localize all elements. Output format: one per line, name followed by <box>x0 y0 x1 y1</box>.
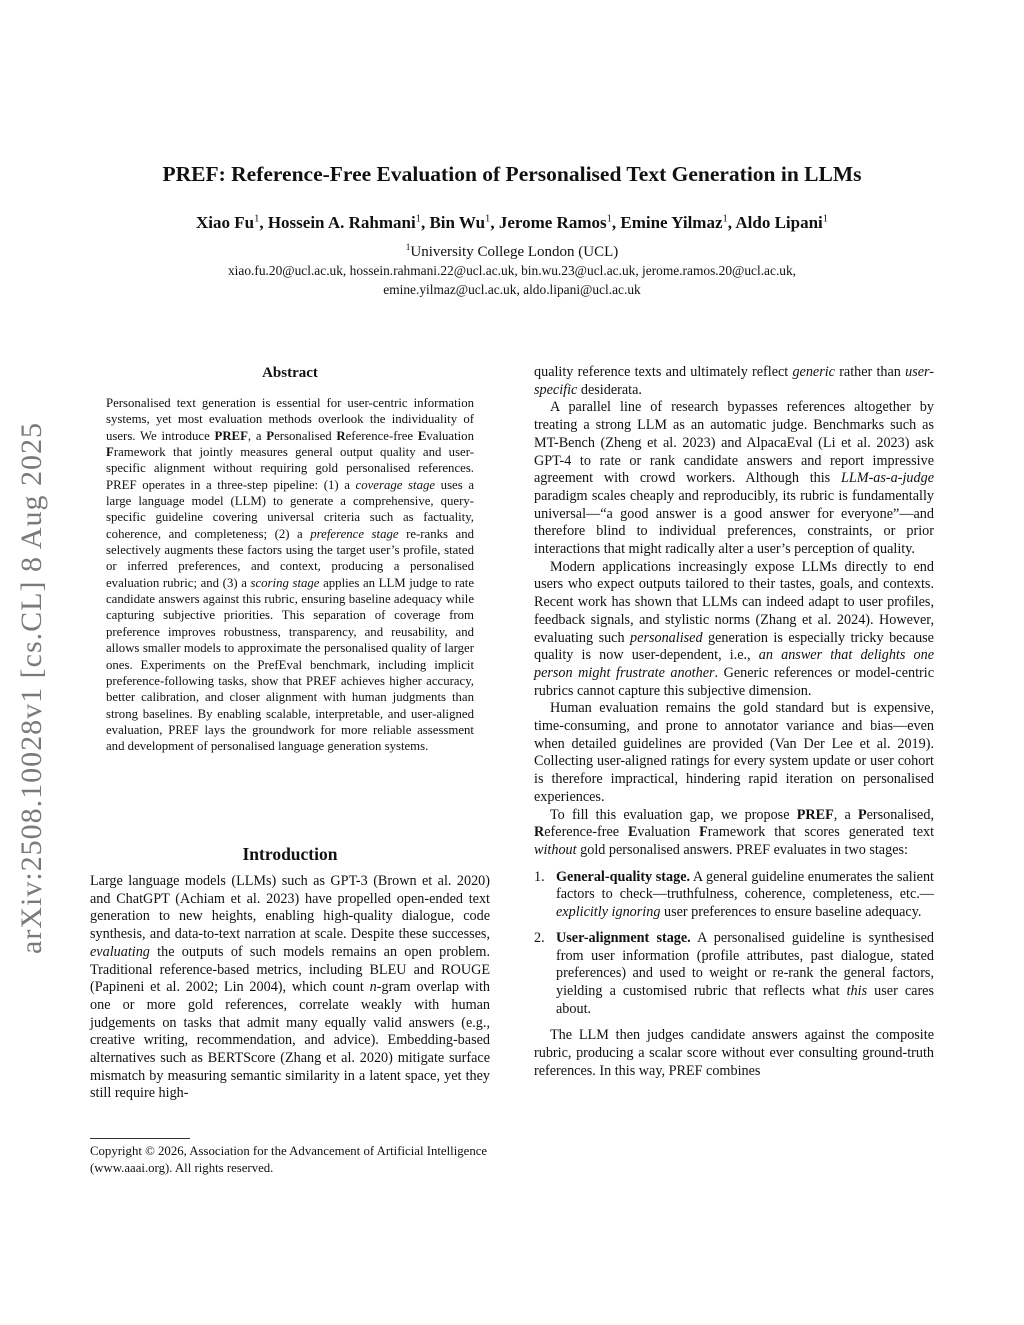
body-italic: personalised <box>630 629 703 646</box>
footnote-divider <box>90 1138 190 1139</box>
intro-text: the outputs of such models remains an open problem. Traditional reference-based metrics, including BLEU and ROUGE (Papineni et al. 2002; Lin 2004), which count <box>90 943 490 996</box>
emails-line-2: emine.yilmaz@ucl.ac.uk, aldo.lipani@ucl.ac.uk <box>383 282 641 297</box>
emails-line-1: xiao.fu.20@ucl.ac.uk, hossein.rahmani.22@ucl.ac.uk, bin.wu.23@ucl.ac.uk, jerome.ramos.20@ucl.ac.uk, <box>227 263 797 278</box>
right-paragraph-0 <box>534 364 934 399</box>
right-column-body <box>534 364 934 1080</box>
abstract-bold: P <box>266 428 275 443</box>
list-item-text: A personalised guideline is synthesised from user information (profile attributes, past dialogue, stated preferences) and used to weight or re-rank the general factors, yielding a customised rubric that reflects what <box>556 929 934 999</box>
abstract-text: applies an LLM judge to rate candidate answers against this rubric, ensuring baseline adequacy while capturing subjective priorities. This separation of coverage from preference improves robustness, transparency, and reusability, and allows smaller models to approximate the personalised quality of larger ones. Experiments on the PrefEval benchmark, including implicit preference-following tasks, show that PREF achieves higher accuracy, better calibration, and closer alignment with human judgments than strong baselines. By enabling scalable, interpretable, and user-aligned evaluation, PREF lays the groundwork for more reliable assessment and development of personalised language generation systems. <box>106 575 474 754</box>
copyright-footnote: Copyright © 2026, Association for the Advancement of Artificial Intelligence (www.aaai.org). All rights reserved. <box>90 1144 488 1175</box>
right-paragraph-5 <box>534 807 934 860</box>
list-number: 1. <box>534 868 545 885</box>
abstract-text: eference-free <box>345 428 418 443</box>
affiliation <box>60 242 964 262</box>
author-name: Hossein A. Rahmani <box>267 213 416 232</box>
abstract-text: re-ranks and selectively augments these factors using the target user’s profile, stated or inferred preferences, and context, producing a personalised evaluation rubric; and (3) a <box>106 526 475 590</box>
author-name: Bin Wu <box>429 213 486 232</box>
list-item <box>534 869 934 922</box>
abstract-text: ersonalised <box>274 428 337 443</box>
author-affil-mark: 1 <box>722 213 728 225</box>
body-text: eference-free <box>544 824 628 841</box>
author-affil-mark: 1 <box>485 213 491 225</box>
abstract-text: , a <box>247 428 267 443</box>
author-affil-mark: 1 <box>822 213 829 225</box>
body-bold: F <box>699 824 708 841</box>
right-paragraph-4: Human evaluation remains the gold standard but is expensive, time-consuming, and prone to annotator variance and bias—even when detailed guidelines are provided (Van Der Lee et al. 2019). Collecting user-aligned ratings for every system update or user cohort is therefore impractical, hindering rapid iteration on personalised experiences. <box>534 700 934 805</box>
abstract-bold: R <box>336 428 346 443</box>
body-text: , a <box>833 806 858 823</box>
abstract-text: uses a large language model (LLM) to generate a comprehensive, query-specific guideline covering universal criteria such as factuality, coherence, and completeness; (2) a <box>106 477 474 541</box>
right-paragraph-3 <box>534 559 934 701</box>
abstract-text: valuation <box>426 428 474 443</box>
stage-list <box>534 869 934 1019</box>
abstract-italic: preference stage <box>310 526 399 541</box>
body-text: quality reference texts and ultimately reflect <box>534 364 793 380</box>
body-text: ramework that scores generated text <box>707 824 935 841</box>
arxiv-id-text: arXiv:2508.10028v1 [cs.CL] 8 Aug 2025 <box>15 421 48 954</box>
author-emails <box>60 261 964 299</box>
introduction-body <box>90 873 490 1103</box>
abstract-bold: F <box>106 445 114 460</box>
intro-math: n <box>369 979 377 996</box>
list-item-text: user cares about. <box>556 982 935 1017</box>
body-text: valuation <box>637 824 700 841</box>
introduction-heading: Introduction <box>242 844 338 864</box>
list-item-title: General-quality stage. <box>556 868 691 885</box>
arxiv-identifier <box>4 375 60 1000</box>
list-item-title: User-alignment stage. <box>556 929 691 946</box>
body-italic: user-specific <box>534 364 934 398</box>
body-text: . Generic references or model-centric rubrics cannot capture this subjective dimension. <box>534 664 934 699</box>
body-text: generation is especially tricky because quality is now user-dependent, i.e., <box>534 629 934 664</box>
body-italic: without <box>534 841 577 858</box>
intro-text: -gram overlap with one or more gold references, correlate weakly with human judgements on tasks that admit many equally valid answers (e.g., creative writing, recommendation, and advice). Embedding-based alternatives such as BERTScore (Zhang et al. 2020) mitigate surface mismatch by measuring semantic similarity in a latent space, yet they still require high- <box>90 979 490 1102</box>
list-item-italic: explicitly ignoring <box>556 904 661 921</box>
abstract-text: ramework that jointly measures general output quality and user-specific alignment without requiring gold personalised references. PREF operates in a three-step pipeline: (1) a <box>106 445 474 492</box>
author-affil-mark: 1 <box>254 213 260 225</box>
right-paragraph-6: The LLM then judges candidate answers against the composite rubric, producing a scalar score without ever consulting ground-truth references. In this way, PREF combines <box>534 1027 934 1079</box>
list-item-text: A general guideline enumerates the salient factors to check—truthfulness, coherence, completeness, etc.— <box>556 868 934 903</box>
author-name: Jerome Ramos <box>498 213 607 232</box>
body-italic: generic <box>792 364 835 380</box>
abstract-italic: scoring stage <box>250 575 320 590</box>
body-italic: an answer that delights one person might frustrate another <box>534 647 934 681</box>
paper-title: PREF: Reference-Free Evaluation of Personalised Text Generation in LLMs <box>162 162 862 186</box>
abstract-bold: E <box>417 428 427 443</box>
body-bold: R <box>534 824 545 841</box>
author-list: Xiao Fu$^1$, Hossein A. Rahmani$^1$, Bin Wu$^1$, Jerome Ramos$^1$, Emine Yilmaz$^1$, Aldo Lipani$^1$ <box>195 213 829 232</box>
intro-paragraph-1 <box>90 873 490 1103</box>
body-bold: P <box>857 806 867 823</box>
list-item-italic: this <box>846 982 868 999</box>
body-text: ersonalised, <box>866 806 934 823</box>
right-paragraph-2 <box>534 399 934 558</box>
abstract-italic: coverage stage <box>355 477 436 492</box>
body-text: desiderata. <box>577 381 642 398</box>
abstract-paragraph <box>106 395 474 755</box>
author-affil-mark: 1 <box>606 213 612 225</box>
intro-italic: evaluating <box>90 943 150 960</box>
body-italic: LLM-as-a-judge <box>840 470 934 487</box>
body-text: To fill this evaluation gap, we propose <box>550 806 797 823</box>
abstract-text: Personalised text generation is essential for user-centric information systems, yet most evaluation methods overlook the individuality of users. We introduce <box>106 396 474 443</box>
list-item <box>534 930 934 1019</box>
body-text: rather than <box>834 364 906 380</box>
intro-text: Large language models (LLMs) such as GPT-3 (Brown et al. 2020) and ChatGPT (Achiam et al. 2023) have propelled open-ended text generation to new heights, enabling high-quality dialogue, code synthesis, and data-to-text narration at scale. Despite these successes, <box>90 873 490 943</box>
abstract-bold: PREF <box>214 428 248 443</box>
list-number: 2. <box>534 929 545 946</box>
body-text: Modern applications increasingly expose LLMs directly to end users who expect outputs tailored to their tastes, goals, and contexts. Recent work has shown that LLMs can indeed adapt to user profiles, feedback signals, and stylistic norms (Zhang et al. 2024). However, evaluating such <box>534 558 934 646</box>
abstract-body <box>106 395 474 755</box>
list-item-text: user preferences to ensure baseline adequacy. <box>660 904 922 921</box>
body-text: A parallel line of research bypasses references altogether by treating a strong LLM as an automatic judge. Benchmarks such as MT-Bench (Zheng et al. 2023) and AlpacaEval (Li et al. 2023) ask GPT-4 to rate or rank candidate answers and report impressive agreement with crowd workers. Although this <box>534 399 934 487</box>
body-bold: E <box>627 824 638 841</box>
affiliation-mark: 1 <box>405 243 411 253</box>
affiliation-name: University College London (UCL) <box>410 244 619 260</box>
body-text: gold personalised answers. PREF evaluates in two stages: <box>576 841 908 858</box>
body-text: paradigm scales cheaply and reproducibly, its rubric is fundamentally universal—“a good answer is a good answer for everyone”—and therefore blind to individual preferences, constraints, or prior interactions that might radically alter a user’s perception of quality. <box>534 487 934 558</box>
body-bold: PREF <box>796 806 834 823</box>
author-name: Emine Yilmaz <box>620 213 723 232</box>
author-name: Xiao Fu <box>195 213 255 232</box>
author-name: Aldo Lipani <box>735 213 823 232</box>
abstract-heading: Abstract <box>262 365 318 381</box>
author-affil-mark: 1 <box>415 213 421 225</box>
